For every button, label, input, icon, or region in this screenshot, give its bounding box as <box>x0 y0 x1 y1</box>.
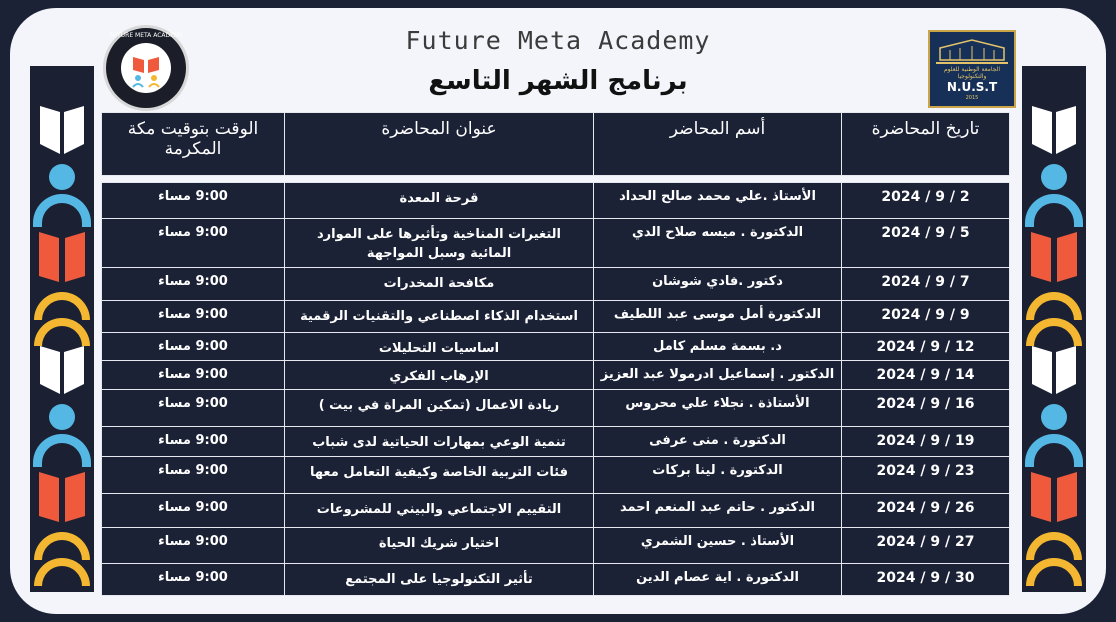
red-book-icon <box>1031 468 1077 522</box>
cell-time: 9:00 مساء <box>102 361 285 390</box>
table-row <box>102 528 1010 564</box>
cell-time: 9:00 مساء <box>102 528 285 564</box>
header-lecturer: أسم المحاضر <box>594 113 842 176</box>
cell-date: 2024 / 9 / 26 <box>842 494 1010 528</box>
table-row <box>102 390 1010 427</box>
arch-icon <box>34 558 90 586</box>
table-header-row <box>102 113 1010 176</box>
cell-title: التقييم الاجتماعي والبيني للمشروعات <box>285 494 594 528</box>
table-row <box>102 427 1010 457</box>
header-date: تاريخ المحاضرة <box>842 113 1010 176</box>
red-book-icon <box>1031 228 1077 282</box>
nust-abbr: N.U.S.T <box>946 80 998 94</box>
cell-title: اختيار شريك الحياة <box>285 528 594 564</box>
table-row <box>102 183 1010 219</box>
cell-title: تنمية الوعي بمهارات الحياتية لدى شباب <box>285 427 594 457</box>
book-icon <box>38 104 86 156</box>
right-decor-strip <box>1022 66 1086 592</box>
cell-title: قرحة المعدة <box>285 183 594 219</box>
left-decor-strip <box>30 66 94 592</box>
cell-lecturer: الدكتورة . اية عصام الدين <box>594 564 842 596</box>
cell-title: اساسيات التحليلات <box>285 333 594 361</box>
cell-title: ريادة الاعمال (تمكين المراة في بيت ) <box>285 390 594 427</box>
arch-icon <box>1026 532 1082 560</box>
arch-icon <box>1026 318 1082 346</box>
cell-title: فئات التربية الخاصة وكيفية التعامل معها <box>285 457 594 494</box>
cell-date: 2024 / 9 / 9 <box>842 301 1010 333</box>
cell-date: 2024 / 9 / 30 <box>842 564 1010 596</box>
arch-icon <box>34 318 90 346</box>
program-title: برنامج الشهر التاسع <box>428 66 688 96</box>
cell-lecturer: الدكتورة . منى عرفى <box>594 427 842 457</box>
cell-time: 9:00 مساء <box>102 390 285 427</box>
cell-title: التغيرات المناخية وتأثيرها على الموارد المائية وسبل المواجهة <box>285 219 594 268</box>
nust-name-ar: الجامعة الوطنية للعلوم والتكنولوجيا <box>943 66 1001 80</box>
person-icon <box>49 404 75 430</box>
person-arc-icon <box>33 194 91 227</box>
cell-date: 2024 / 9 / 12 <box>842 333 1010 361</box>
cell-lecturer: الدكتورة . ميسه صلاح الدي <box>594 219 842 268</box>
table-row <box>102 494 1010 528</box>
cell-time: 9:00 مساء <box>102 427 285 457</box>
cell-date: 2024 / 9 / 23 <box>842 457 1010 494</box>
arch-icon <box>34 532 90 560</box>
cell-title: مكافحة المخدرات <box>285 268 594 301</box>
header-title: عنوان المحاضرة <box>285 113 594 176</box>
table-row <box>102 457 1010 494</box>
cell-lecturer: دكتور .فادي شوشان <box>594 268 842 301</box>
arch-icon <box>1026 292 1082 320</box>
cell-lecturer: الأستاذة . نجلاء علي محروس <box>594 390 842 427</box>
cell-time: 9:00 مساء <box>102 457 285 494</box>
cell-time: 9:00 مساء <box>102 564 285 596</box>
cell-title: استخدام الذكاء اصطناعي والتقنيات الرقمية <box>285 301 594 333</box>
arch-icon <box>34 292 90 320</box>
red-book-icon <box>39 468 85 522</box>
table-row <box>102 361 1010 390</box>
cell-date: 2024 / 9 / 19 <box>842 427 1010 457</box>
cell-date: 2024 / 9 / 7 <box>842 268 1010 301</box>
header-time: الوقت بتوقيت مكة المكرمة <box>102 113 285 176</box>
cell-time: 9:00 مساء <box>102 333 285 361</box>
cell-time: 9:00 مساء <box>102 301 285 333</box>
cell-date: 2024 / 9 / 5 <box>842 219 1010 268</box>
cell-time: 9:00 مساء <box>102 183 285 219</box>
cell-lecturer: الدكتورة . لينا بركات <box>594 457 842 494</box>
cell-lecturer: د. بسمة مسلم كامل <box>594 333 842 361</box>
schedule-table <box>101 112 1010 596</box>
cell-date: 2024 / 9 / 14 <box>842 361 1010 390</box>
cell-lecturer: الدكتور . إسماعيل ادرمولا عبد العزيز <box>594 361 842 390</box>
person-icon <box>1041 164 1067 190</box>
person-icon <box>1041 404 1067 430</box>
academy-logo-text: FUTURE META ACADEMY <box>109 32 183 39</box>
cell-date: 2024 / 9 / 27 <box>842 528 1010 564</box>
person-arc-icon <box>33 434 91 467</box>
academy-title: Future Meta Academy <box>405 26 711 55</box>
cell-lecturer: الدكتورة أمل موسى عبد اللطيف <box>594 301 842 333</box>
table-row <box>102 564 1010 596</box>
red-book-icon <box>39 228 85 282</box>
person-arc-icon <box>1025 434 1083 467</box>
cell-title: الإرهاب الفكري <box>285 361 594 390</box>
person-arc-icon <box>1025 194 1083 227</box>
cell-time: 9:00 مساء <box>102 219 285 268</box>
cell-title: تأثير التكنولوجيا على المجتمع <box>285 564 594 596</box>
cell-lecturer: الدكتور . حاتم عبد المنعم احمد <box>594 494 842 528</box>
cell-time: 9:00 مساء <box>102 494 285 528</box>
book-icon <box>38 344 86 396</box>
book-icon <box>1030 104 1078 156</box>
book-icon <box>1030 344 1078 396</box>
table-row <box>102 301 1010 333</box>
arch-icon <box>1026 558 1082 586</box>
cell-date: 2024 / 9 / 16 <box>842 390 1010 427</box>
cell-date: 2024 / 9 / 2 <box>842 183 1010 219</box>
cell-time: 9:00 مساء <box>102 268 285 301</box>
table-row <box>102 268 1010 301</box>
person-icon <box>49 164 75 190</box>
cell-lecturer: الأستاذ .علي محمد صالح الحداد <box>594 183 842 219</box>
table-row <box>102 333 1010 361</box>
nust-year: 2015 <box>965 95 979 101</box>
cell-lecturer: الأستاذ . حسين الشمري <box>594 528 842 564</box>
table-row <box>102 219 1010 268</box>
header-separator <box>102 176 1010 183</box>
